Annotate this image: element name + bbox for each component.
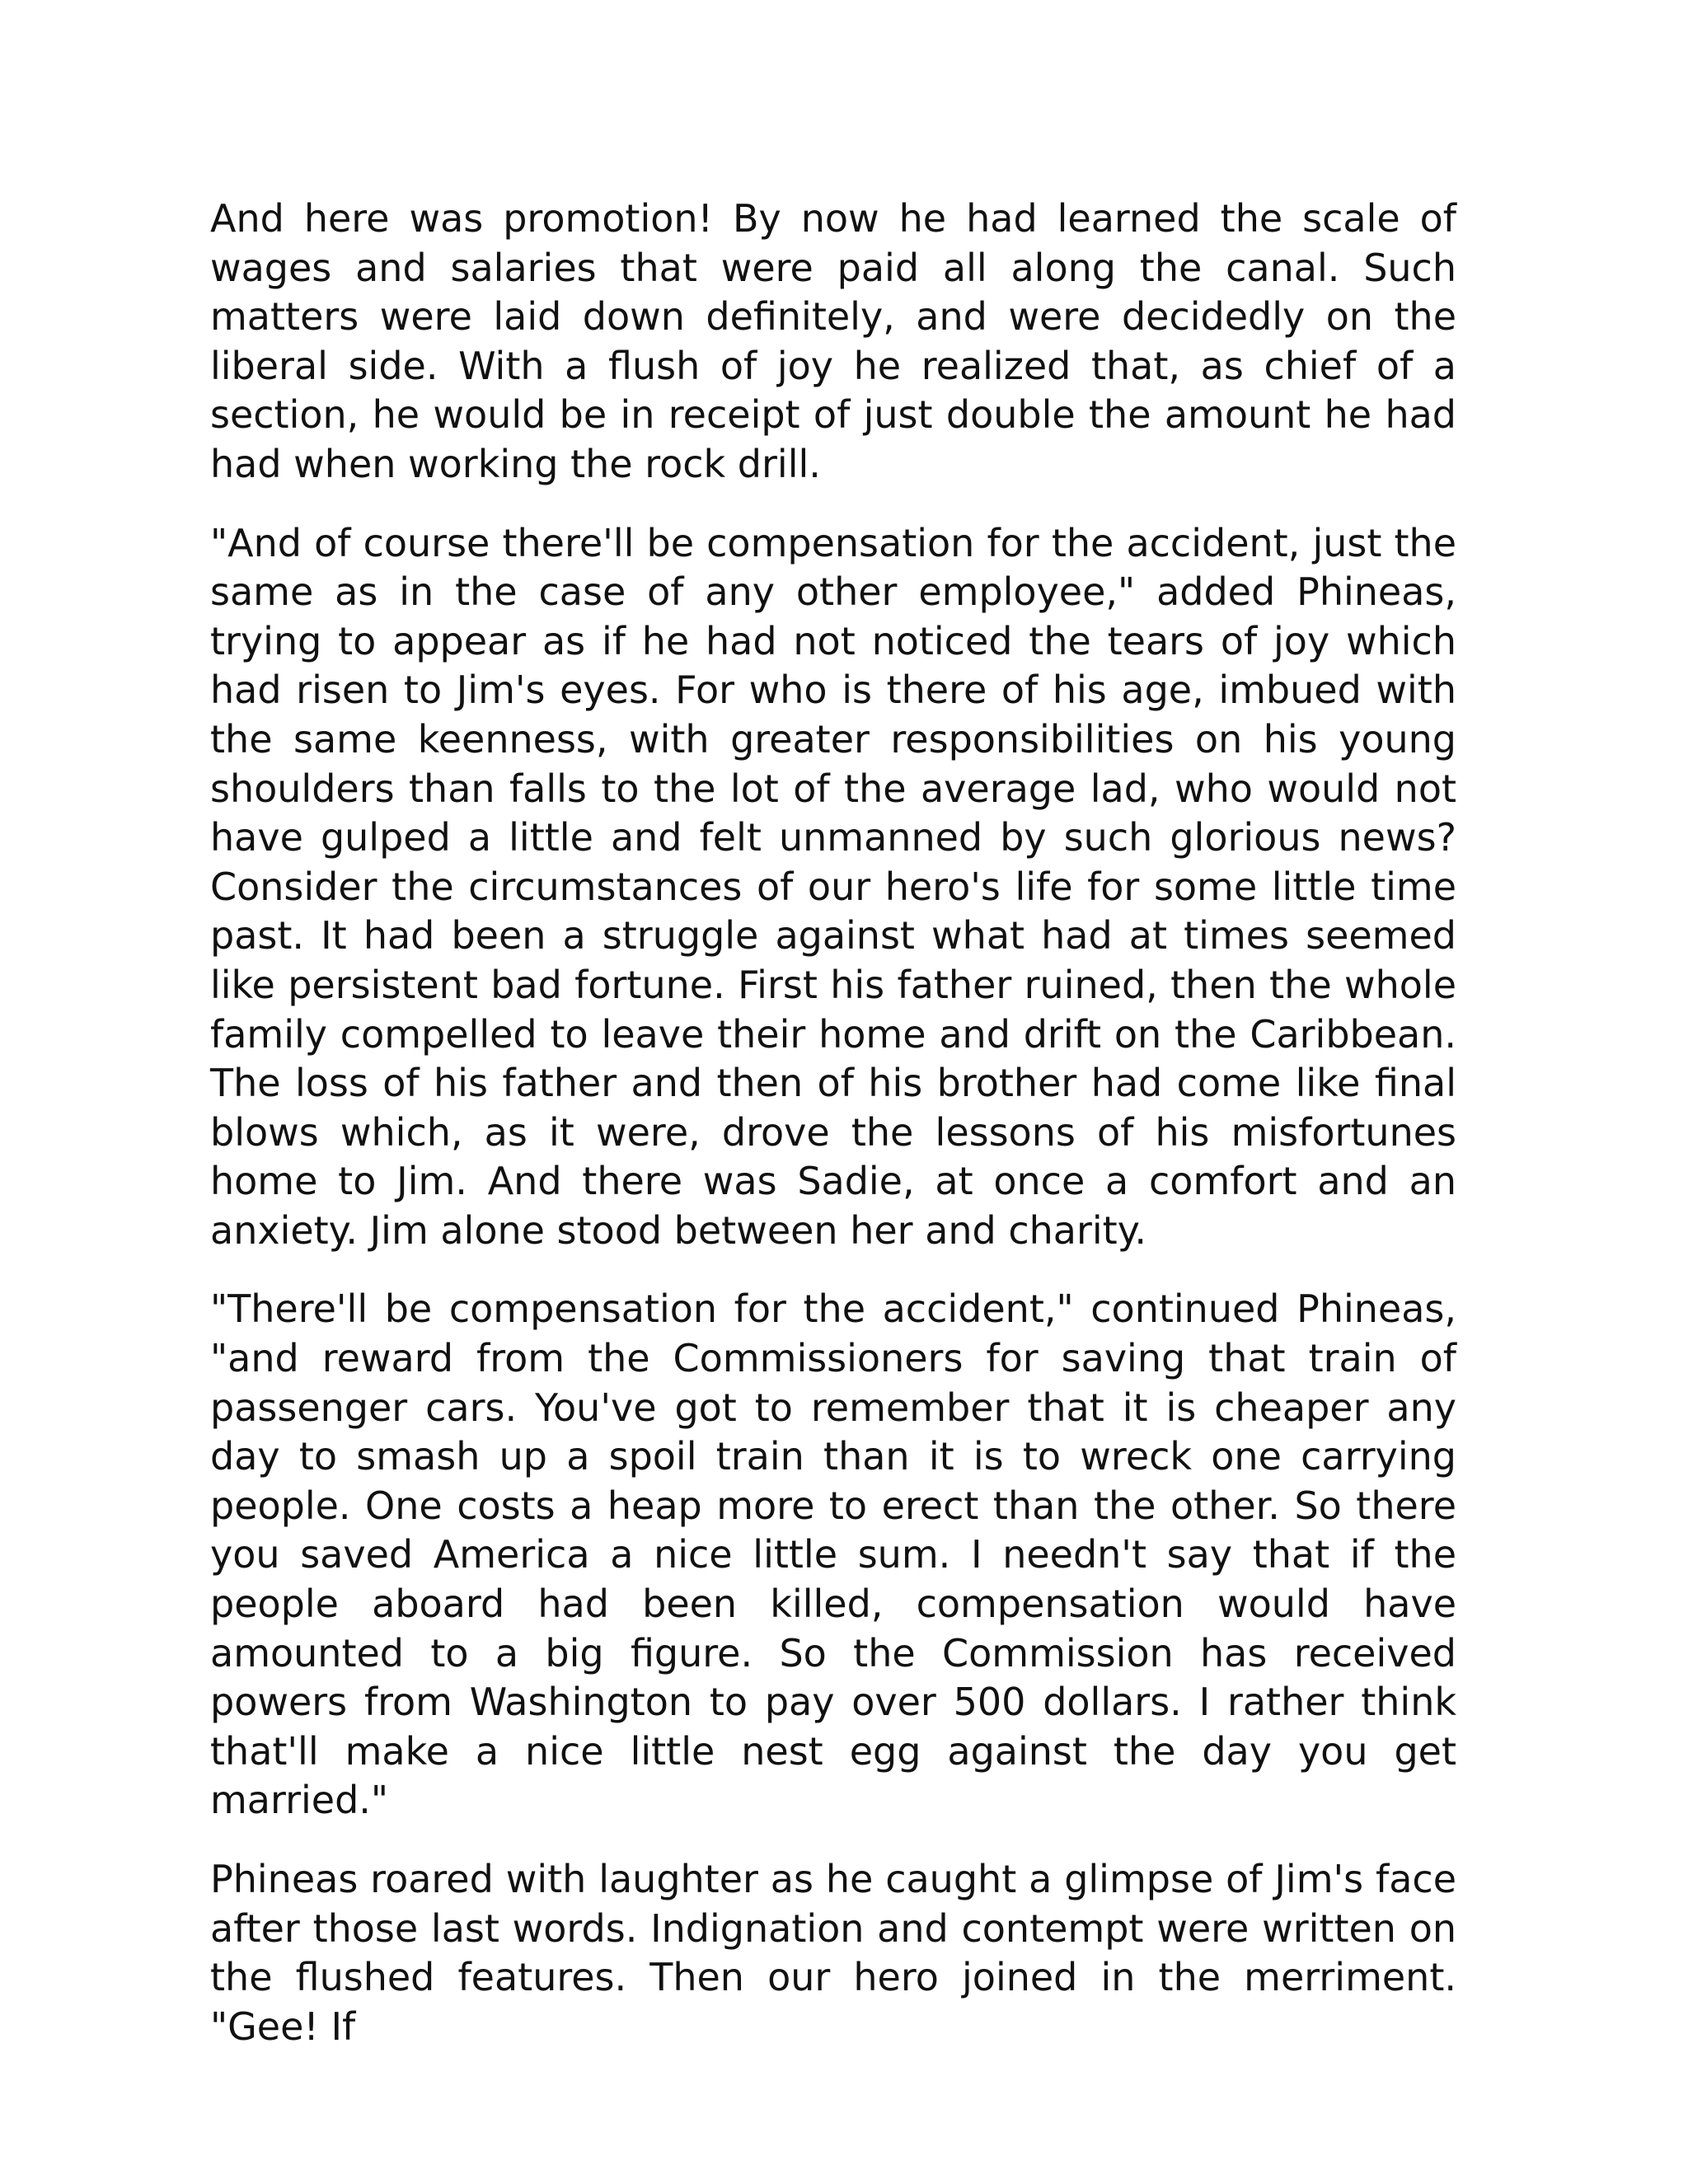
paragraph-compensation: "And of course there'll be compensation for the accident, just the same as in the case of any other employee," added Phineas, trying to appear as if he had not noticed the tears of joy which had risen to Jim's eyes. For who is there of his age, imbued with the same keenness, with greater responsibilities on his young shoulders than falls to the lot of the average lad, who would not have gulped a little and felt unmanned by such glorious news? Consider the circumstances of our hero's life for some little time past. It had been a struggle against what had at times seemed like persistent bad fortune. First his father ruined, then the whole family compelled to leave their home and drift on the Caribbean. The loss of his father and then of his brother had come like final blows which, as it were, drove the lessons of his misfortunes home to Jim. And there was Sadie, at once a comfort and an anxiety. Jim alone stood between her and charity.	[210, 520, 1456, 1253]
paragraph-promotion: And here was promotion! By now he had learned the scale of wages and salaries that were paid all along the canal. Such matters were laid down definitely, and were decidedly on the liberal side. With a flush of joy he realized that, as chief of a section, he would be in receipt of just double the amount he had had when working the rock drill.	[210, 196, 1456, 486]
document-page	[210, 194, 1456, 2051]
paragraph-reward: "There'll be compensation for the accident," continued Phineas, "and reward from the Commissioners for saving that train of passenger cars. You've got to remember that it is cheaper any day to smash up a spoil train than it is to wreck one carrying people. One costs a heap more to erect than the other. So there you saved America a nice little sum. I needn't say that if the people aboard had been killed, compensation would have amounted to a big figure. So the Commission has received powers from Washington to pay over 500 dollars. I rather think that'll make a nice little nest egg against the day you get married."	[210, 1286, 1456, 1823]
paragraph-laughter: Phineas roared with laughter as he caught a glimpse of Jim's face after those last words. Indignation and contempt were written on the flushed features. Then our hero joined in the merriment. "Gee! If	[210, 1857, 1456, 2049]
